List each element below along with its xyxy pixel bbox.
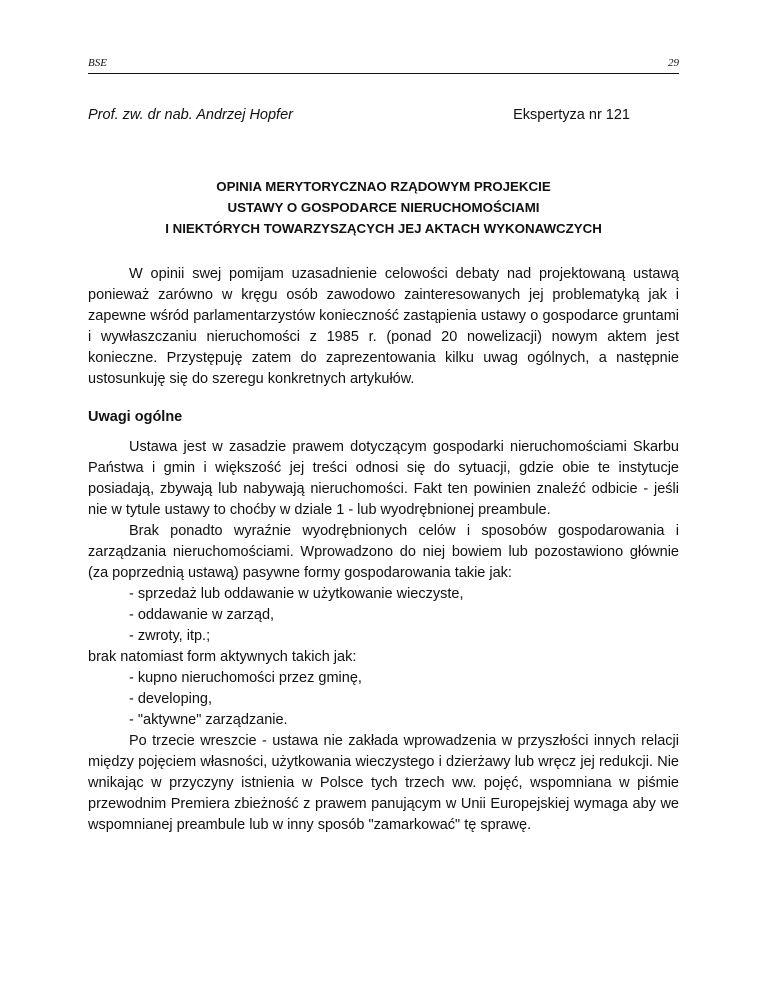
title-line: I NIEKTÓRYCH TOWARZYSZĄCYCH JEJ AKTACH WYKONAWCZYCH: [165, 221, 602, 236]
passive-forms-list: [88, 584, 679, 647]
title-line: USTAWY O GOSPODARCE NIERUCHOMOŚCIAMI: [227, 200, 540, 215]
section-heading: Uwagi ogólne: [88, 409, 183, 425]
document-title: [88, 176, 679, 239]
paragraph-3: Po trzecie wreszcie - ustawa nie zakłada wprowadzenia w przyszłości innych relacji między pojęciem własności, użytkowania wieczystego i dzierżawy lub wręcz jej redukcji. Nie wnikając w przyczyny istnienia w Polsce tych trzech ww. pojęć, wspomniana w piśmie przewodnim Premiera zbieżność z prawem panującym w Unii Europejskiej wymaga aby we wspomnianej preambule lub w inny sposób "zamarkować" tę sprawę.: [88, 733, 679, 833]
intro-paragraph: W opinii swej pomijam uzasadnienie celowości debaty nad projektowaną ustawą ponieważ zarówno w kręgu osób zawodowo zainteresowanych jej problematyką jak i zapewne wśród parlamentarzystów konieczność zastąpienia ustawy o gospodarce gruntami i wywłaszczaniu nieruchomości z 1985 r. (ponad 20 nowelizacji) nowym aktem jest konieczne. Przystępuję zatem do zaprezentowania kilku uwag ogólnych, a następnie ustosunkuję się do szeregu konkretnych artykułów.: [88, 266, 679, 387]
paragraph-2: Brak ponadto wyraźnie wyodrębnionych celów i sposobów gospodarowania i zarządzania nieruchomościami. Wprowadzono do niej bowiem lub pozostawiono głównie (za poprzednią ustawą) pasywne formy gospodarowania takie jak:: [88, 523, 679, 581]
paragraph-1: Ustawa jest w zasadzie prawem dotyczącym gospodarki nieruchomościami Skarbu Państwa i gmin i większość jej treści odnosi się do sytuacji, gdzie obie te instytucje posiadają, zbywają lub nabywają nieruchomości. Fakt ten powinien znaleźć odbicie - jeśli nie w tytule ustawy to choćby w dziale 1 - lub wyodrębnionej preambule.: [88, 439, 679, 518]
list-item: - oddawanie w zarząd,: [129, 607, 275, 623]
list-item: - sprzedaż lub oddawanie w użytkowanie wieczyste,: [129, 586, 464, 602]
list-item: - developing,: [129, 691, 213, 707]
body-text: [88, 264, 679, 836]
title-line: OPINIA MERYTORYCZNAO RZĄDOWYM PROJEKCIE: [216, 179, 551, 194]
expertise-number: Ekspertyza nr 121: [513, 107, 630, 123]
header-divider: [88, 73, 679, 74]
active-forms-intro: brak natomiast form aktywnych takich jak:: [88, 649, 357, 665]
author-name: Prof. zw. dr nab. Andrzej Hopfer: [88, 107, 293, 123]
page-number: 29: [668, 57, 679, 69]
list-item: - zwroty, itp.;: [129, 628, 211, 644]
list-item: - "aktywne" zarządzanie.: [129, 712, 288, 728]
active-forms-list: [88, 668, 679, 731]
list-item: - kupno nieruchomości przez gminę,: [129, 670, 362, 686]
running-header: [88, 56, 679, 70]
journal-abbrev: BSE: [88, 57, 107, 69]
